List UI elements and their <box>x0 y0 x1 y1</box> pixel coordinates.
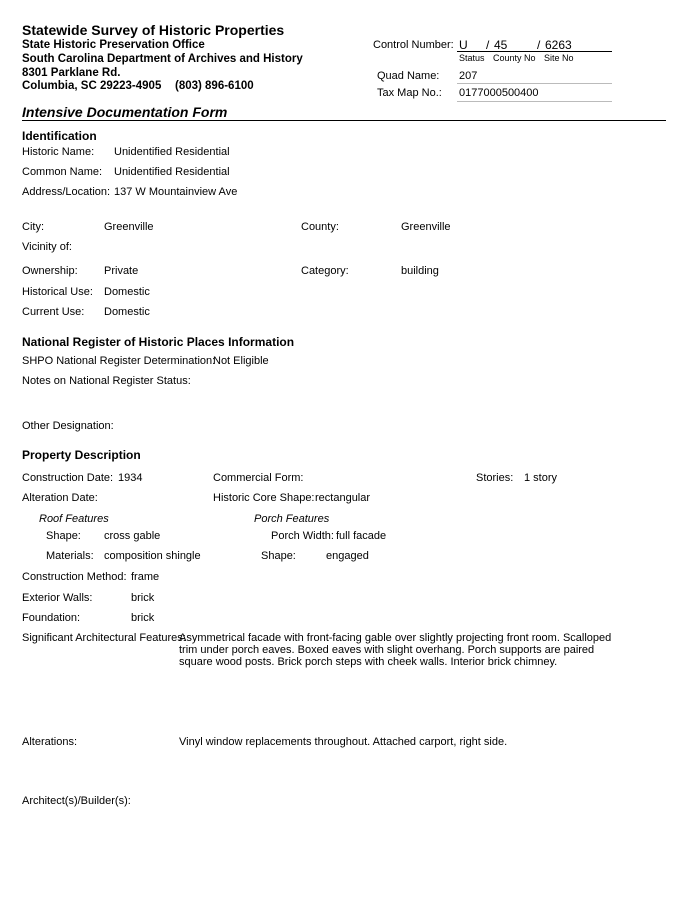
construction-date-value: 1934 <box>118 472 143 484</box>
stories-label: Stories: <box>476 472 514 484</box>
control-sep-1: / <box>486 38 490 52</box>
control-status: U <box>459 38 468 52</box>
alterations-text: Vinyl window replacements throughout. Attached carport, right side. <box>179 736 508 748</box>
porch-width-label: Porch Width: <box>271 530 334 542</box>
address-label: Address/Location: <box>22 186 111 198</box>
quad-name-label: Quad Name: <box>377 70 440 82</box>
identification-heading: Identification <box>22 129 97 143</box>
common-name-value: Unidentified Residential <box>114 166 230 178</box>
city-value: Greenville <box>104 221 154 233</box>
core-shape-label: Historic Core Shape: <box>213 492 315 504</box>
roof-shape-label: Shape: <box>46 530 81 542</box>
common-name-label: Common Name: <box>22 166 103 178</box>
construction-method-value: frame <box>131 571 160 583</box>
commercial-form-label: Commercial Form: <box>213 472 304 484</box>
roof-materials-label: Materials: <box>46 550 94 562</box>
control-site-no: 6263 <box>545 38 572 52</box>
porch-width-value: full facade <box>336 530 387 542</box>
roof-features-heading: Roof Features <box>39 513 109 525</box>
tax-map-value: 0177000500400 <box>459 87 539 99</box>
quad-name-value: 207 <box>459 70 478 82</box>
exterior-walls-label: Exterior Walls: <box>22 592 93 604</box>
street-address: 8301 Parklane Rd. <box>22 67 121 79</box>
control-county-no: 45 <box>494 38 508 52</box>
control-sub-site: Site No <box>544 53 574 63</box>
control-number-underline <box>457 51 612 52</box>
foundation-value: brick <box>131 612 155 624</box>
other-designation-label: Other Designation: <box>22 420 114 432</box>
historical-use-value: Domestic <box>104 286 150 298</box>
foundation-label: Foundation: <box>22 612 81 624</box>
historic-name-value: Unidentified Residential <box>114 146 230 158</box>
alterations-label: Alterations: <box>22 736 78 748</box>
quad-underline <box>457 83 612 84</box>
control-sub-county: County No <box>493 53 536 63</box>
current-use-value: Domestic <box>104 306 150 318</box>
porch-shape-value: engaged <box>326 550 369 562</box>
form-title: Intensive Documentation Form <box>22 104 228 120</box>
historic-name-label: Historic Name: <box>22 146 95 158</box>
porch-features-heading: Porch Features <box>254 513 330 525</box>
city-label: City: <box>22 221 44 233</box>
tax-map-label: Tax Map No.: <box>377 87 442 99</box>
stories-value: 1 story <box>524 472 558 484</box>
department-name: South Carolina Department of Archives and History <box>22 53 303 65</box>
architectural-features-label: Significant Architectural Features: <box>22 632 186 644</box>
porch-shape-label: Shape: <box>261 550 296 562</box>
architect-builder-label: Architect(s)/Builder(s): <box>22 795 131 807</box>
office-name: State Historic Preservation Office <box>22 39 205 51</box>
ownership-value: Private <box>104 265 139 277</box>
category-label: Category: <box>301 265 349 277</box>
ownership-label: Ownership: <box>22 265 78 277</box>
county-value: Greenville <box>401 221 451 233</box>
address-value: 137 W Mountainview Ave <box>114 186 238 198</box>
core-shape-value: rectangular <box>315 492 371 504</box>
nr-determination-value: Not Eligible <box>213 355 269 367</box>
title-rule <box>22 120 666 121</box>
county-label: County: <box>301 221 339 233</box>
category-value: building <box>401 265 439 277</box>
architectural-features-text: Asymmetrical facade with front-facing gable over slightly projecting front room. Scalloped trim under porch eaves. Boxed eaves with slight overhang. Porch supports are paired square wood posts. Brick porch steps with cheek walls. Interior brick chimney. <box>179 632 612 668</box>
nr-determination-label: SHPO National Register Determination: <box>22 355 216 367</box>
roof-shape-value: cross gable <box>104 530 161 542</box>
historical-use-label: Historical Use: <box>22 286 93 298</box>
construction-method-label: Construction Method: <box>22 571 127 583</box>
roof-materials-value: composition shingle <box>104 550 201 562</box>
control-sub-status: Status <box>459 53 485 63</box>
vicinity-label: Vicinity of: <box>22 241 72 253</box>
control-sep-2: / <box>537 38 541 52</box>
nr-notes-label: Notes on National Register Status: <box>22 375 191 387</box>
city-zip: Columbia, SC 29223-4905 <box>22 80 162 92</box>
alteration-date-label: Alteration Date: <box>22 492 98 504</box>
current-use-label: Current Use: <box>22 306 85 318</box>
property-description-heading: Property Description <box>22 448 141 462</box>
control-number-label: Control Number: <box>373 39 454 51</box>
exterior-walls-value: brick <box>131 592 155 604</box>
national-register-heading: National Register of Historic Places Information <box>22 335 295 349</box>
phone-number: (803) 896-6100 <box>175 80 254 92</box>
tax-map-underline <box>457 101 612 102</box>
construction-date-label: Construction Date: <box>22 472 114 484</box>
survey-title: Statewide Survey of Historic Properties <box>22 22 285 38</box>
